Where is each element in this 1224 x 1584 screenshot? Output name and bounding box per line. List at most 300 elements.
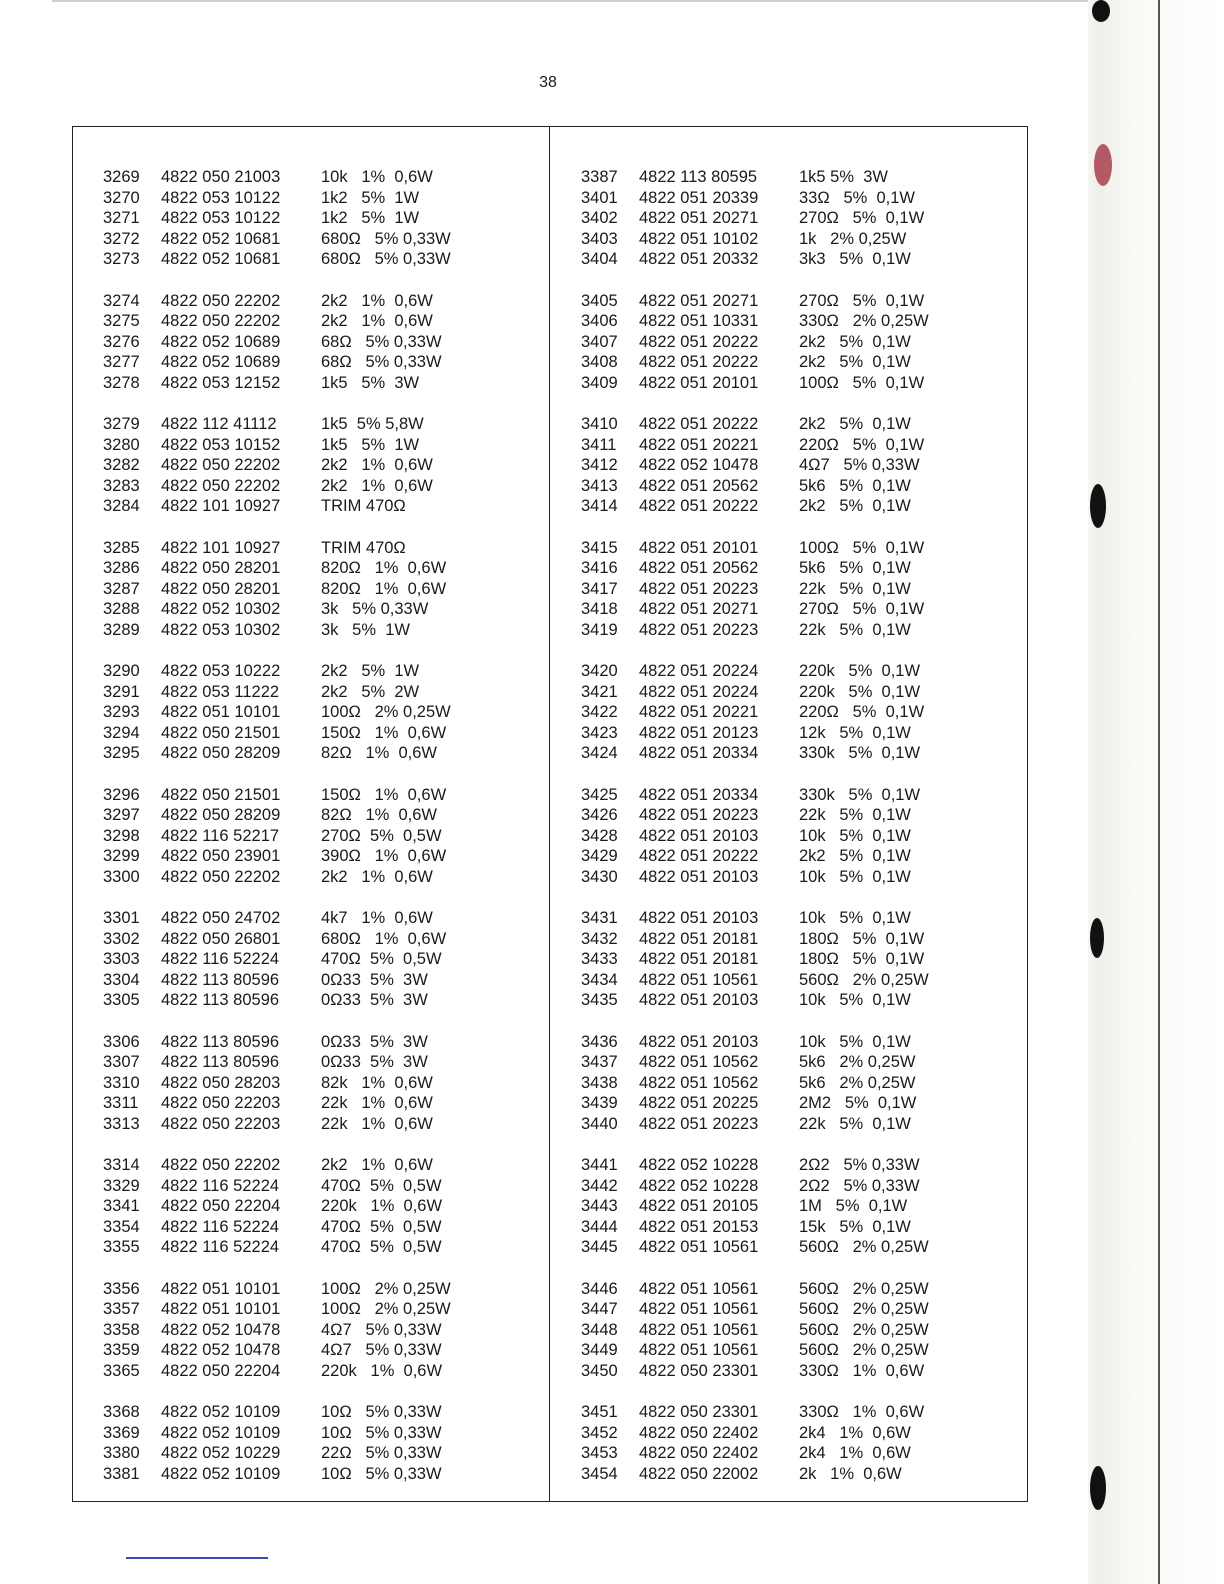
table-row	[103, 1237, 543, 1258]
part-group	[103, 538, 543, 641]
part-group	[581, 1279, 1021, 1382]
item-number: 3440	[581, 1114, 618, 1133]
part-spec: 2k2 5% 0,1W	[799, 847, 911, 865]
table-row	[581, 1423, 1021, 1444]
part-code: 4822 051 20103	[639, 909, 759, 927]
part-code: 4822 052 10478	[161, 1320, 281, 1339]
part-code: 4822 053 12152	[161, 373, 281, 392]
part-code: 4822 051 10101	[161, 1279, 281, 1298]
part-spec: TRIM 470Ω	[321, 538, 406, 557]
part-spec: 150Ω 1% 0,6W	[321, 723, 447, 742]
part-spec: 2k2 1% 0,6W	[321, 867, 433, 886]
table-row	[581, 455, 1021, 476]
part-code: 4822 113 80595	[639, 168, 758, 186]
part-code: 4822 052 10109	[161, 1403, 281, 1421]
part-code: 4822 053 10222	[161, 662, 281, 680]
part-spec: 390Ω 1% 0,6W	[321, 847, 447, 865]
part-code: 4822 050 22202	[161, 1156, 281, 1174]
part-code: 4822 050 28203	[161, 1073, 281, 1092]
part-spec: 0Ω33 5% 3W	[321, 970, 428, 989]
part-code: 4822 051 10101	[161, 1300, 281, 1318]
part-group	[103, 1032, 543, 1135]
part-spec: 10k 1% 0,6W	[321, 168, 433, 186]
part-code: 4822 050 28209	[161, 744, 281, 762]
part-code: 4822 050 23301	[639, 1361, 759, 1380]
part-spec: 2k2 5% 0,1W	[799, 353, 911, 371]
part-code: 4822 051 20221	[639, 435, 759, 454]
item-number: 3433	[581, 950, 618, 968]
part-code: 4822 051 10561	[639, 1320, 759, 1339]
part-code: 4822 053 10302	[161, 620, 281, 639]
part-code: 4822 051 20332	[639, 250, 759, 268]
part-spec: 220k 1% 0,6W	[321, 1197, 443, 1215]
item-number: 3417	[581, 579, 618, 598]
table-row	[103, 208, 543, 229]
part-group	[581, 661, 1021, 764]
part-spec: 2Ω2 5% 0,33W	[799, 1176, 920, 1195]
part-spec: 68Ω 5% 0,33W	[321, 353, 442, 371]
item-number: 3293	[103, 703, 140, 721]
part-spec: 3k 5% 0,33W	[321, 600, 429, 618]
part-spec: 10k 5% 0,1W	[799, 991, 911, 1009]
parts-table-frame	[72, 126, 1028, 1502]
table-row	[581, 435, 1021, 456]
table-row	[103, 496, 543, 517]
part-spec: 4k7 1% 0,6W	[321, 909, 433, 927]
part-spec: 100Ω 2% 0,25W	[321, 703, 451, 721]
table-row	[581, 682, 1021, 703]
part-code: 4822 050 22002	[639, 1464, 759, 1483]
table-row	[581, 785, 1021, 806]
part-code: 4822 050 22204	[161, 1361, 281, 1380]
item-number: 3279	[103, 415, 140, 433]
part-spec: 82Ω 1% 0,6W	[321, 744, 437, 762]
part-spec: 560Ω 2% 0,25W	[799, 1279, 929, 1298]
item-number: 3435	[581, 991, 618, 1009]
part-spec: 10k 5% 0,1W	[799, 909, 911, 927]
table-row	[581, 990, 1021, 1011]
part-code: 4822 052 10229	[161, 1444, 281, 1462]
part-code: 4822 051 20271	[639, 600, 759, 618]
part-code: 4822 050 22402	[639, 1423, 759, 1442]
part-spec: 820Ω 1% 0,6W	[321, 579, 447, 598]
part-code: 4822 051 10561	[639, 1300, 759, 1318]
part-spec: 100Ω 5% 0,1W	[799, 373, 925, 392]
item-number: 3294	[103, 723, 140, 742]
table-row	[103, 558, 543, 579]
item-number: 3412	[581, 456, 618, 474]
table-row	[103, 1073, 543, 1094]
part-group	[103, 785, 543, 888]
part-code: 4822 051 10562	[639, 1073, 759, 1092]
item-number: 3410	[581, 415, 618, 433]
table-row	[581, 1032, 1021, 1053]
table-row	[581, 929, 1021, 950]
part-spec: 560Ω 2% 0,25W	[799, 970, 929, 989]
part-code: 4822 050 28209	[161, 806, 281, 824]
part-code: 4822 051 20271	[639, 291, 759, 310]
part-spec: 330k 5% 0,1W	[799, 785, 921, 804]
part-code: 4822 050 28201	[161, 559, 281, 577]
table-row	[581, 908, 1021, 929]
part-spec: 22k 5% 0,1W	[799, 1114, 911, 1133]
item-number: 3287	[103, 579, 140, 598]
item-number: 3273	[103, 250, 140, 268]
part-spec: 220k 5% 0,1W	[799, 682, 921, 701]
table-row	[103, 311, 543, 332]
item-number: 3295	[103, 744, 140, 762]
index-tab-1	[1090, 484, 1106, 528]
item-number: 3290	[103, 662, 140, 680]
part-code: 4822 050 22203	[161, 1094, 281, 1112]
table-row	[581, 1464, 1021, 1485]
part-spec: 470Ω 5% 0,5W	[321, 950, 442, 968]
part-spec: 560Ω 2% 0,25W	[799, 1320, 929, 1339]
part-group	[103, 908, 543, 1011]
part-group	[103, 1279, 543, 1382]
item-number: 3341	[103, 1197, 140, 1215]
part-code: 4822 050 28201	[161, 579, 281, 598]
item-number: 3437	[581, 1053, 618, 1071]
table-row	[581, 1402, 1021, 1423]
bottom-blue-mark	[126, 1557, 268, 1559]
part-spec: 330Ω 1% 0,6W	[799, 1403, 925, 1421]
part-spec: 2k 1% 0,6W	[799, 1464, 902, 1483]
item-number: 3285	[103, 538, 140, 557]
item-number: 3408	[581, 353, 618, 371]
table-row	[581, 311, 1021, 332]
item-number: 3430	[581, 867, 618, 886]
item-number: 3434	[581, 970, 618, 989]
part-spec: 4Ω7 5% 0,33W	[799, 456, 920, 474]
table-row	[581, 291, 1021, 312]
part-spec: 680Ω 5% 0,33W	[321, 250, 451, 268]
item-number: 3304	[103, 970, 140, 989]
table-row	[103, 949, 543, 970]
item-number: 3329	[103, 1176, 140, 1195]
part-code: 4822 051 20153	[639, 1217, 759, 1236]
table-row	[581, 1155, 1021, 1176]
part-code: 4822 052 10681	[161, 250, 281, 268]
part-spec: 2k2 1% 0,6W	[321, 312, 433, 330]
item-number: 3282	[103, 456, 140, 474]
item-number: 3311	[103, 1094, 139, 1112]
item-number: 3299	[103, 847, 140, 865]
part-group	[581, 291, 1021, 394]
part-code: 4822 051 20222	[639, 497, 759, 515]
part-code: 4822 052 10228	[639, 1176, 759, 1195]
item-number: 3368	[103, 1403, 140, 1421]
part-spec: 10Ω 5% 0,33W	[321, 1403, 442, 1421]
part-code: 4822 116 52224	[161, 1176, 280, 1195]
part-spec: 2Ω2 5% 0,33W	[799, 1156, 920, 1174]
part-spec: 5k6 2% 0,25W	[799, 1073, 916, 1092]
table-row	[581, 1237, 1021, 1258]
item-number: 3446	[581, 1279, 618, 1298]
part-group	[103, 291, 543, 394]
table-row	[581, 723, 1021, 744]
table-row	[103, 1423, 543, 1444]
table-row	[581, 1320, 1021, 1341]
item-number: 3418	[581, 600, 618, 618]
part-code: 4822 051 20223	[639, 620, 759, 639]
part-spec: 22Ω 5% 0,33W	[321, 1444, 442, 1462]
part-code: 4822 051 10562	[639, 1053, 759, 1071]
table-row	[103, 908, 543, 929]
part-spec: 2k2 1% 0,6W	[321, 476, 433, 495]
table-row	[103, 1176, 543, 1197]
part-code: 4822 051 20103	[639, 991, 759, 1009]
part-code: 4822 052 10689	[161, 353, 281, 371]
item-number: 3424	[581, 744, 618, 762]
item-number: 3416	[581, 559, 618, 577]
table-row	[581, 208, 1021, 229]
item-number: 3449	[581, 1341, 618, 1359]
item-number: 3369	[103, 1423, 140, 1442]
item-number: 3381	[103, 1464, 140, 1483]
item-number: 3445	[581, 1238, 618, 1256]
table-row	[103, 1196, 543, 1217]
table-row	[581, 332, 1021, 353]
part-group	[581, 414, 1021, 517]
part-code: 4822 051 20103	[639, 1032, 759, 1051]
part-spec: 0Ω33 5% 3W	[321, 1053, 428, 1071]
part-code: 4822 050 23301	[639, 1403, 759, 1421]
part-code: 4822 051 20223	[639, 806, 759, 824]
item-number: 3354	[103, 1217, 140, 1236]
part-group	[103, 1402, 543, 1484]
item-number: 3453	[581, 1444, 618, 1462]
part-code: 4822 051 20103	[639, 867, 759, 886]
part-code: 4822 050 22203	[161, 1114, 281, 1133]
item-number: 3402	[581, 209, 618, 227]
item-number: 3276	[103, 332, 140, 351]
page-edge-line	[1158, 0, 1160, 1584]
part-code: 4822 053 10122	[161, 209, 281, 227]
table-row	[103, 188, 543, 209]
part-spec: 680Ω 5% 0,33W	[321, 229, 451, 248]
table-row	[581, 188, 1021, 209]
table-row	[103, 1114, 543, 1135]
table-row	[103, 1402, 543, 1423]
item-number: 3306	[103, 1032, 140, 1051]
table-row	[103, 1340, 543, 1361]
part-code: 4822 051 20105	[639, 1197, 759, 1215]
part-group	[103, 661, 543, 764]
table-row	[103, 167, 543, 188]
item-number: 3442	[581, 1176, 618, 1195]
part-spec: 220k 5% 0,1W	[799, 662, 921, 680]
item-number: 3275	[103, 312, 140, 330]
part-spec: 270Ω 5% 0,1W	[799, 291, 925, 310]
table-row	[103, 1279, 543, 1300]
part-spec: 2k2 5% 1W	[321, 662, 420, 680]
part-spec: 22k 1% 0,6W	[321, 1094, 433, 1112]
table-row	[103, 1443, 543, 1464]
part-group	[581, 1402, 1021, 1484]
item-number: 3302	[103, 929, 140, 948]
part-code: 4822 116 52224	[161, 1238, 280, 1256]
item-number: 3401	[581, 188, 618, 207]
part-code: 4822 053 11222	[161, 682, 280, 701]
part-spec: 22k 1% 0,6W	[321, 1114, 433, 1133]
part-code: 4822 052 10689	[161, 332, 281, 351]
part-code: 4822 113 80596	[161, 991, 280, 1009]
item-number: 3406	[581, 312, 618, 330]
part-code: 4822 050 26801	[161, 929, 281, 948]
part-code: 4822 051 10561	[639, 1279, 759, 1298]
table-row	[581, 352, 1021, 373]
item-number: 3432	[581, 929, 618, 948]
part-spec: 5k6 5% 0,1W	[799, 476, 911, 495]
part-spec: 680Ω 1% 0,6W	[321, 929, 447, 948]
table-row	[103, 1320, 543, 1341]
part-spec: TRIM 470Ω	[321, 497, 406, 515]
table-row	[581, 1073, 1021, 1094]
part-code: 4822 051 20103	[639, 826, 759, 845]
part-spec: 2M2 5% 0,1W	[799, 1094, 917, 1112]
table-row	[581, 167, 1021, 188]
part-spec: 0Ω33 5% 3W	[321, 1032, 428, 1051]
part-code: 4822 051 20181	[639, 950, 759, 968]
item-number: 3283	[103, 476, 140, 495]
part-spec: 2k2 1% 0,6W	[321, 291, 433, 310]
table-row	[581, 826, 1021, 847]
part-group	[581, 1155, 1021, 1258]
table-row	[103, 702, 543, 723]
part-code: 4822 051 20223	[639, 1114, 759, 1133]
item-number: 3284	[103, 497, 140, 515]
item-number: 3404	[581, 250, 618, 268]
part-group	[103, 167, 543, 270]
parts-column-right	[581, 167, 1021, 1505]
item-number: 3298	[103, 826, 140, 845]
table-row	[581, 1279, 1021, 1300]
table-row	[103, 455, 543, 476]
part-spec: 560Ω 2% 0,25W	[799, 1238, 929, 1256]
part-spec: 470Ω 5% 0,5W	[321, 1238, 442, 1256]
index-tab-top	[1092, 0, 1110, 22]
part-spec: 1k5 5% 1W	[321, 435, 420, 454]
part-spec: 270Ω 5% 0,5W	[321, 826, 442, 845]
table-row	[103, 414, 543, 435]
page-number: 38	[539, 74, 557, 91]
part-spec: 220k 1% 0,6W	[321, 1361, 443, 1380]
item-number: 3420	[581, 662, 618, 680]
part-spec: 3k3 5% 0,1W	[799, 250, 911, 268]
table-row	[581, 558, 1021, 579]
part-spec: 100Ω 5% 0,1W	[799, 538, 925, 557]
parts-column-left	[103, 167, 543, 1505]
part-code: 4822 051 10331	[639, 312, 759, 330]
part-spec: 100Ω 2% 0,25W	[321, 1300, 451, 1318]
part-code: 4822 052 10478	[161, 1341, 281, 1359]
table-row	[103, 229, 543, 250]
table-row	[103, 373, 543, 394]
part-spec: 5k6 5% 0,1W	[799, 559, 911, 577]
part-spec: 3k 5% 1W	[321, 620, 410, 639]
table-row	[581, 1093, 1021, 1114]
table-row	[103, 1052, 543, 1073]
table-row	[581, 1196, 1021, 1217]
part-code: 4822 051 10102	[639, 229, 759, 248]
item-number: 3269	[103, 168, 140, 186]
table-row	[581, 1176, 1021, 1197]
item-number: 3303	[103, 950, 140, 968]
item-number: 3423	[581, 723, 618, 742]
table-row	[103, 1032, 543, 1053]
part-code: 4822 050 22402	[639, 1444, 759, 1462]
part-code: 4822 051 20224	[639, 682, 759, 701]
part-code: 4822 050 22202	[161, 312, 281, 330]
part-spec: 2k2 1% 0,6W	[321, 1156, 433, 1174]
table-row	[103, 538, 543, 559]
part-code: 4822 052 10478	[639, 456, 759, 474]
part-spec: 560Ω 2% 0,25W	[799, 1341, 929, 1359]
item-number: 3451	[581, 1403, 618, 1421]
table-row	[581, 249, 1021, 270]
part-code: 4822 101 10927	[161, 538, 281, 557]
part-group	[581, 785, 1021, 888]
part-code: 4822 050 21501	[161, 785, 281, 804]
part-code: 4822 051 20271	[639, 209, 759, 227]
part-code: 4822 050 22202	[161, 476, 281, 495]
table-row	[103, 826, 543, 847]
part-spec: 1k5 5% 3W	[799, 168, 888, 186]
part-code: 4822 052 10109	[161, 1464, 281, 1483]
item-number: 3450	[581, 1361, 618, 1380]
part-code: 4822 050 22204	[161, 1197, 281, 1215]
part-spec: 330k 5% 0,1W	[799, 744, 921, 762]
item-number: 3429	[581, 847, 618, 865]
part-spec: 2k2 5% 2W	[321, 682, 420, 701]
table-row	[103, 805, 543, 826]
part-code: 4822 052 10302	[161, 600, 281, 618]
item-number: 3365	[103, 1361, 140, 1380]
part-code: 4822 113 80596	[161, 970, 280, 989]
table-row	[103, 1155, 543, 1176]
part-spec: 220Ω 5% 0,1W	[799, 435, 925, 454]
item-number: 3431	[581, 909, 618, 927]
table-row	[581, 373, 1021, 394]
table-row	[103, 579, 543, 600]
item-number: 3274	[103, 291, 140, 310]
table-row	[581, 620, 1021, 641]
index-tab-2	[1090, 918, 1104, 958]
table-row	[581, 1340, 1021, 1361]
table-row	[581, 867, 1021, 888]
part-code: 4822 051 20222	[639, 847, 759, 865]
item-number: 3313	[103, 1114, 140, 1133]
item-number: 3454	[581, 1464, 618, 1483]
part-code: 4822 050 22202	[161, 867, 281, 886]
part-code: 4822 051 20101	[639, 373, 759, 392]
table-row	[103, 785, 543, 806]
table-row	[103, 1361, 543, 1382]
item-number: 3438	[581, 1073, 618, 1092]
item-number: 3444	[581, 1217, 618, 1236]
part-spec: 4Ω7 5% 0,33W	[321, 1341, 442, 1359]
part-code: 4822 113 80596	[161, 1053, 280, 1071]
part-spec: 100Ω 2% 0,25W	[321, 1279, 451, 1298]
part-spec: 220Ω 5% 0,1W	[799, 703, 925, 721]
next-page-edge	[1100, 0, 1224, 1584]
part-code: 4822 051 20181	[639, 929, 759, 948]
part-code: 4822 112 41112	[161, 415, 277, 433]
table-row	[103, 970, 543, 991]
item-number: 3426	[581, 806, 618, 824]
part-code: 4822 051 20101	[639, 538, 759, 557]
